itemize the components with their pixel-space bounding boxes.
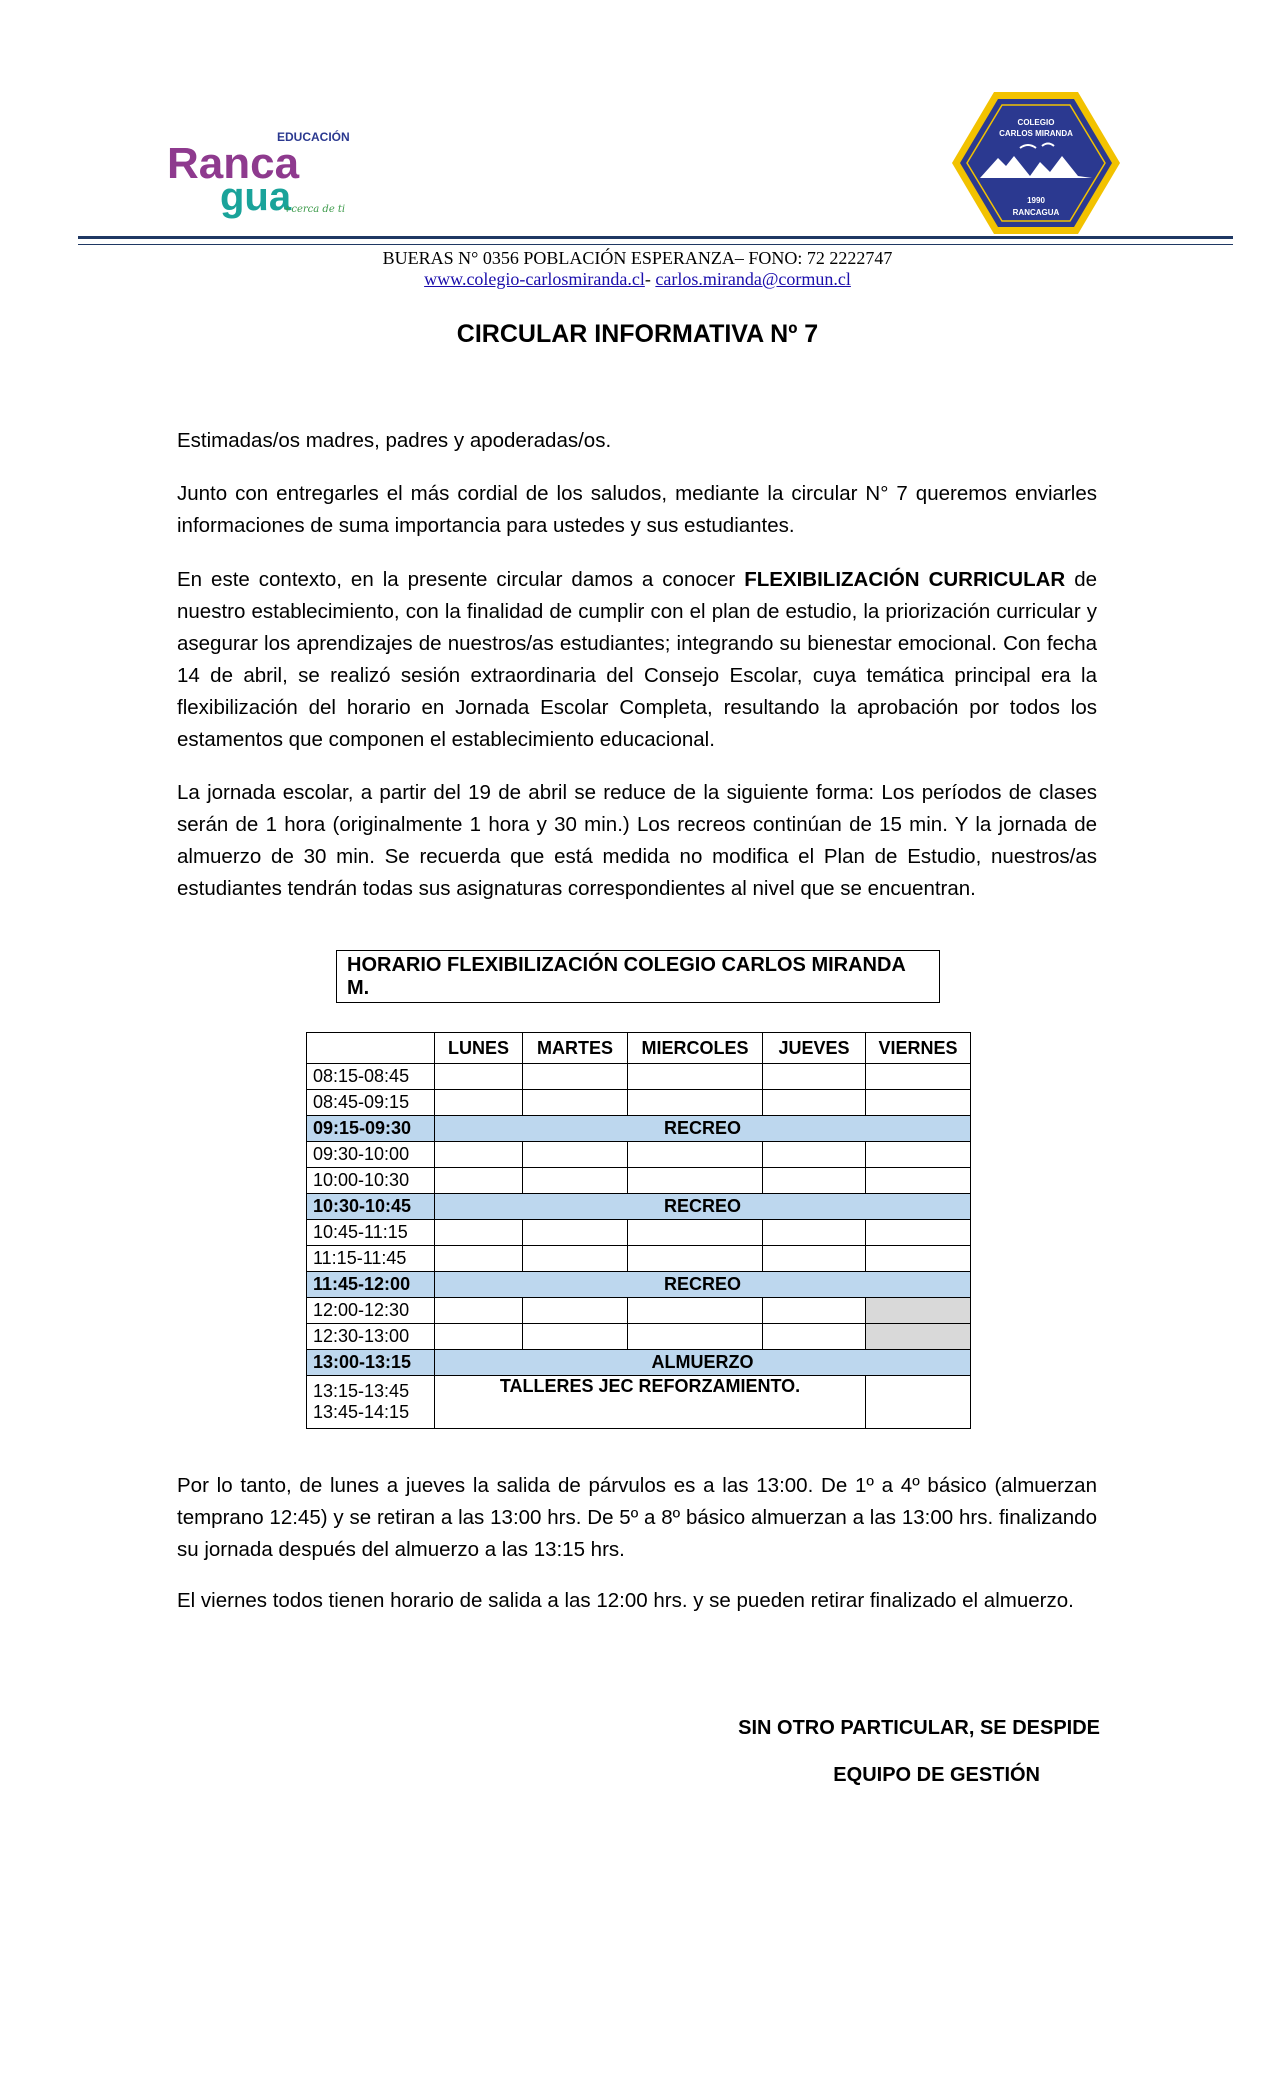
break-label: RECREO xyxy=(435,1194,971,1220)
badge-city: RANCAGUA xyxy=(1012,208,1060,217)
break-row xyxy=(307,1194,971,1220)
class-cell xyxy=(866,1246,971,1272)
class-cell xyxy=(435,1168,523,1194)
talleres-row xyxy=(307,1376,971,1429)
header-corner xyxy=(307,1033,435,1064)
class-cell xyxy=(628,1298,763,1324)
class-cell xyxy=(763,1298,866,1324)
table-row xyxy=(307,1220,971,1246)
time-cell: 13:00-13:15 xyxy=(307,1350,435,1376)
class-cell xyxy=(435,1298,523,1324)
class-cell xyxy=(435,1064,523,1090)
page-title: CIRCULAR INFORMATIVA Nº 7 xyxy=(456,320,819,348)
header-day: VIERNES xyxy=(866,1033,971,1064)
time-cell-double xyxy=(307,1376,435,1429)
class-cell xyxy=(435,1324,523,1350)
paragraph-viernes: El viernes todos tienen horario de salida a las 12:00 hrs. y se pueden retirar finalizado el almuerzo. xyxy=(177,1589,1074,1612)
class-cell xyxy=(523,1324,628,1350)
time-cell: 08:45-09:15 xyxy=(307,1090,435,1116)
time-cell: 08:15-08:45 xyxy=(307,1064,435,1090)
schedule-table xyxy=(306,1032,971,1429)
class-cell xyxy=(628,1246,763,1272)
time-cell: 11:15-11:45 xyxy=(307,1246,435,1272)
class-cell xyxy=(866,1220,971,1246)
class-cell xyxy=(435,1220,523,1246)
closing-line: SIN OTRO PARTICULAR, SE DESPIDE xyxy=(738,1717,1100,1739)
school-badge xyxy=(950,88,1122,238)
time-line: 13:15-13:45 xyxy=(313,1381,410,1401)
break-label: RECREO xyxy=(435,1272,971,1298)
paragraph-context-start: En este contexto, en la presente circular damos a conocer xyxy=(177,568,745,591)
table-row xyxy=(307,1246,971,1272)
badge-line2: CARLOS MIRANDA xyxy=(999,129,1073,138)
website-link[interactable]: www.colegio-carlosmiranda.cl xyxy=(424,269,645,289)
talleres-label: TALLERES JEC REFORZAMIENTO. xyxy=(435,1376,866,1429)
class-cell xyxy=(866,1142,971,1168)
greeting: Estimadas/os madres, padres y apoderadas/os. xyxy=(177,429,612,452)
paragraph-intro: Junto con entregarles el más cordial de los saludos, mediante la circular N° 7 queremos enviarles informaciones de suma importancia para ustedes y sus estudiantes. xyxy=(177,482,1097,537)
table-row xyxy=(307,1064,971,1090)
header-day: JUEVES xyxy=(763,1033,866,1064)
break-row xyxy=(307,1272,971,1298)
paragraph-jornada: La jornada escolar, a partir del 19 de abril se reduce de la siguiente forma: Los períodos de clases serán de 1 hora (originalmente 1 hora y 30 min.) Los recreos continúan de 15 min. Y la jornada de almuerzo de 30 min. Se recuerda que está medida no modifica el Plan de Estudio, nuestros/as estudiantes tendrán todas sus asignaturas correspondientes al nivel que se encuentran. xyxy=(177,781,1097,900)
class-cell xyxy=(628,1142,763,1168)
header-rule-thin xyxy=(78,244,1233,245)
table-row xyxy=(307,1298,971,1324)
table-row xyxy=(307,1168,971,1194)
time-cell: 10:45-11:15 xyxy=(307,1220,435,1246)
time-cell: 11:45-12:00 xyxy=(307,1272,435,1298)
time-cell: 09:30-10:00 xyxy=(307,1142,435,1168)
class-cell xyxy=(628,1090,763,1116)
break-row xyxy=(307,1116,971,1142)
class-cell xyxy=(628,1220,763,1246)
class-cell xyxy=(866,1090,971,1116)
time-cell: 10:30-10:45 xyxy=(307,1194,435,1220)
paragraph-context xyxy=(177,564,1097,756)
class-cell xyxy=(763,1064,866,1090)
class-cell-shaded xyxy=(866,1324,971,1350)
header-day: MARTES xyxy=(523,1033,628,1064)
paragraph-salida: Por lo tanto, de lunes a jueves la salida de párvulos es a las 13:00. De 1º a 4º básico (almuerzan temprano 12:45) y se retiran a las 13:00 hrs. De 5º a 8º básico almuerzan a las 13:00 hrs. finalizando su jornada después del almuerzo a las 13:15 hrs. xyxy=(177,1474,1097,1561)
table-row xyxy=(307,1324,971,1350)
class-cell-shaded xyxy=(866,1298,971,1324)
header-day: LUNES xyxy=(435,1033,523,1064)
time-cell: 12:00-12:30 xyxy=(307,1298,435,1324)
class-cell xyxy=(763,1246,866,1272)
class-cell xyxy=(763,1220,866,1246)
logo-word-top: Ranca xyxy=(167,139,300,188)
header-day: MIERCOLES xyxy=(628,1033,763,1064)
lunch-row xyxy=(307,1350,971,1376)
logo-tagline: +cerca de ti xyxy=(283,204,346,215)
schedule-title: HORARIO FLEXIBILIZACIÓN COLEGIO CARLOS MIRANDA M. xyxy=(336,950,940,1003)
time-cell: 09:15-09:30 xyxy=(307,1116,435,1142)
class-cell xyxy=(523,1220,628,1246)
class-cell xyxy=(628,1324,763,1350)
signature-team: EQUIPO DE GESTIÓN xyxy=(833,1764,1040,1786)
class-cell xyxy=(523,1246,628,1272)
class-cell xyxy=(435,1090,523,1116)
class-cell xyxy=(763,1142,866,1168)
schedule-header-row xyxy=(307,1033,971,1064)
table-row xyxy=(307,1090,971,1116)
class-cell xyxy=(435,1142,523,1168)
time-cell: 12:30-13:00 xyxy=(307,1324,435,1350)
class-cell xyxy=(523,1090,628,1116)
class-cell xyxy=(866,1168,971,1194)
lunch-label: ALMUERZO xyxy=(435,1350,971,1376)
class-cell xyxy=(523,1168,628,1194)
class-cell xyxy=(523,1298,628,1324)
break-label: RECREO xyxy=(435,1116,971,1142)
class-cell xyxy=(763,1168,866,1194)
email-link[interactable]: carlos.miranda@cormun.cl xyxy=(655,269,851,289)
header-rule xyxy=(78,236,1233,239)
contact-separator: - xyxy=(644,269,651,289)
rancagua-logo xyxy=(165,128,350,219)
paragraph-context-end: de nuestro establecimiento, con la finalidad de cumplir con el plan de estudio, la priorización curricular y asegurar los aprendizajes de nuestros/as estudiantes; integrando su bienestar emocional. Con fecha 14 de abril, se realizó sesión extraordinaria del Consejo Escolar, cuya temática principal era la flexibilización del horario en Jornada Escolar Completa, resultando la aprobación por todos los estamentos que componen el establecimiento educacional. xyxy=(177,568,1098,751)
badge-line1: COLEGIO xyxy=(1017,118,1055,127)
class-cell xyxy=(866,1376,971,1429)
class-cell xyxy=(523,1142,628,1168)
contact-line xyxy=(0,269,1275,290)
school-address-block xyxy=(0,248,1275,290)
logo-kicker: EDUCACIÓN xyxy=(277,130,350,144)
class-cell xyxy=(628,1064,763,1090)
table-row xyxy=(307,1142,971,1168)
class-cell xyxy=(523,1064,628,1090)
class-cell xyxy=(763,1324,866,1350)
time-cell: 10:00-10:30 xyxy=(307,1168,435,1194)
time-line: 13:45-14:15 xyxy=(313,1402,410,1422)
badge-year: 1990 xyxy=(1027,196,1045,205)
class-cell xyxy=(435,1246,523,1272)
school-address: BUERAS N° 0356 POBLACIÓN ESPERANZA– FONO: 72 2222747 xyxy=(382,248,893,268)
flexibilizacion-highlight: FLEXIBILIZACIÓN CURRICULAR xyxy=(744,568,1066,591)
logo-word-bottom: gua xyxy=(220,175,292,219)
class-cell xyxy=(628,1168,763,1194)
class-cell xyxy=(763,1090,866,1116)
class-cell xyxy=(866,1064,971,1090)
